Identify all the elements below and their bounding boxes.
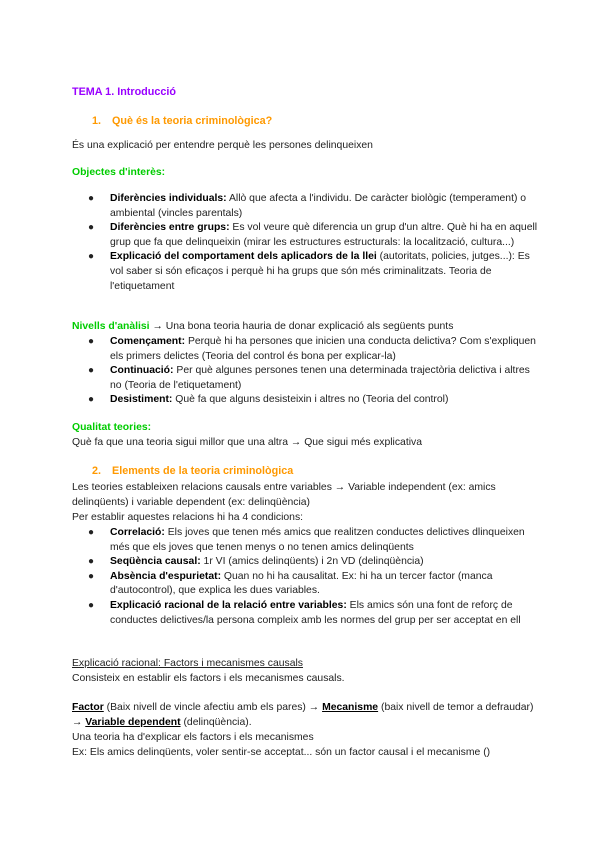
nivells-list (72, 335, 542, 408)
item-text: Quan no hi ha causalitat. Ex: hi ha un tercer factor (manca d'autocontrol), que explica les dues variables. (110, 570, 493, 597)
item-term: Explicació del comportament dels aplicadors de la llei (110, 251, 377, 263)
section-2-intro: Les teories estableixen relacions causals entre variables → Variable independent (ex: amics delinqüents) i variable dependent (ex: delinqüència) (72, 482, 496, 508)
item-term: Correlació: (110, 527, 165, 538)
mecanisme-term: Mecanisme (322, 702, 379, 713)
objectes-heading: Objectes d'interès: (72, 167, 166, 178)
bullet-icon: ● (88, 222, 95, 234)
item-term: Absència d'espurietat: (110, 570, 222, 582)
section-1-title: Què és la teoria criminològica? (112, 115, 273, 127)
item-text: (autoritats, policies, jutges...): Es vol saber si són eficaços i perquè hi ha grups que són més criminalitzats. Teoria de l'etiquetament (110, 251, 530, 292)
nivells-intro (72, 320, 542, 335)
objectes-list (72, 192, 542, 294)
bullet-icon: ● (88, 570, 95, 582)
list-item (72, 599, 542, 628)
bullet-icon: ● (88, 556, 95, 568)
section-2-heading (72, 464, 562, 479)
nivells-intro-text: → Una bona teoria hauria de donar explicació als següents punts (149, 321, 454, 332)
item-text: Els amics són una font de reforç de conductes delictives/la persona compleix amb les normes del grup per ser acceptat en ell (110, 599, 521, 626)
bullet-icon: ● (88, 527, 95, 538)
list-item (72, 335, 542, 364)
item-text: Perquè hi ha persones que inicien una conducta delictiva? Com s'expliquen els primers delictes (Teoria del control és bona per explicar-la) (110, 336, 536, 362)
bullet-icon: ● (88, 394, 95, 406)
qualitat-text: Què fa que una teoria sigui millor que una altra → Que sigui més explicativa (72, 437, 423, 448)
racional-heading: Explicació racional: Factors i mecanismes causals (72, 658, 303, 669)
bullet-icon: ● (88, 251, 95, 263)
section-1-definition: És una explicació per entendre perquè les persones delinqueixen (72, 140, 373, 151)
section-1-number: 1. (92, 115, 102, 127)
factor-paragraph (72, 701, 542, 730)
list-item (72, 221, 542, 250)
section-2-number: 2. (92, 465, 102, 477)
item-term: Seqüència causal: (110, 556, 201, 568)
section-1-heading (72, 114, 562, 129)
item-text: Es vol veure què diferencia un grup d'un altre. Què hi ha en aquell grup que fa que delinqueixin (mirar les estructures estructurals: la localització, cultura...) (110, 222, 538, 248)
item-term: Explicació racional de la relació entre variables: (110, 599, 347, 611)
bullet-icon: ● (88, 193, 95, 204)
section-2-conditions-intro: Per establir aquestes relacions hi ha 4 condicions: (72, 512, 304, 523)
page-title: TEMA 1. Introducció (72, 86, 176, 98)
item-text: Els joves que tenen més amics que realitzen conductes delictives dlinqueixen més que els joves que tenen menys o no tenen amics delinqüents (110, 527, 525, 553)
list-item (72, 570, 542, 599)
item-term: Diferències entre grups: (110, 222, 230, 234)
factor-term: Factor (72, 702, 104, 713)
mecanisme-desc: (baix nivell de temor a defraudar) → (72, 702, 534, 728)
item-term: Desistiment: (110, 394, 173, 406)
factor-line-3: Ex: Els amics delinqüents, voler sentir-se acceptat... són un factor causal i el mecanisme () (72, 747, 491, 758)
item-term: Continuació: (110, 365, 174, 377)
conditions-list (72, 526, 542, 628)
item-text: Què fa que alguns desisteixin i altres no (Teoria del control) (172, 394, 449, 406)
list-item (72, 192, 542, 221)
factor-line-2: Una teoria ha d'explicar els factors i els mecanismes (72, 732, 314, 743)
item-text: Allò que afecta a l'individu. De caràcter biològic (temperament) o ambiental (vincles parentals) (110, 193, 527, 219)
bullet-icon: ● (88, 336, 95, 347)
variable-dependent-desc: (delinqüència). (180, 716, 252, 728)
nivells-heading: Nivells d'anàlisi (72, 321, 150, 332)
list-item (72, 555, 542, 570)
item-text: 1r VI (amics delinqüents) i 2n VD (delinqüència) (200, 556, 424, 568)
factor-desc: (Baix nivell de vincle afectiu amb els pares) → (103, 702, 323, 713)
racional-text: Consisteix en establir els factors i els mecanismes causals. (72, 673, 345, 684)
list-item (72, 393, 542, 408)
item-term: Diferències individuals: (110, 193, 227, 204)
item-term: Començament: (110, 336, 186, 347)
variable-dependent-term: Variable dependent (85, 716, 181, 728)
section-2-title: Elements de la teoria criminològica (112, 465, 294, 477)
bullet-icon: ● (88, 365, 95, 377)
list-item (72, 364, 542, 393)
bullet-icon: ● (88, 599, 95, 611)
item-text: Per què algunes persones tenen una determinada trajectòria delictiva i altres no (Teoria de l'etiquetament) (110, 365, 530, 391)
qualitat-heading: Qualitat teories: (72, 422, 152, 433)
list-item (72, 526, 542, 555)
list-item (72, 250, 542, 294)
